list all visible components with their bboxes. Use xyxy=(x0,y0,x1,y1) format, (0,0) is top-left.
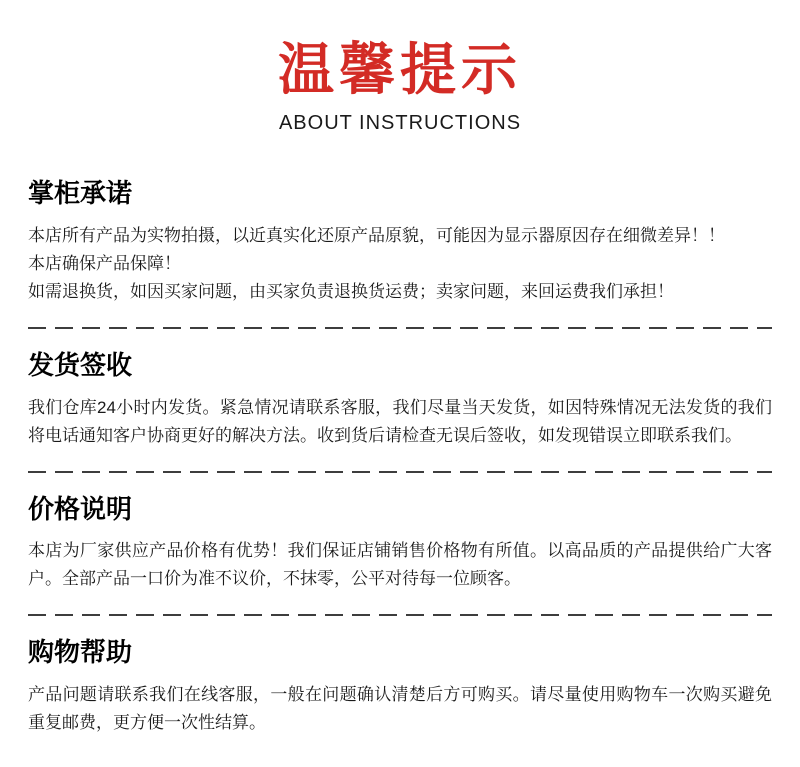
section-body xyxy=(28,537,772,593)
section-paragraph: 我们仓库24小时内发货。紧急情况请联系客服，我们尽量当天发货，如因特殊情况无法发货的我们将电话通知客户协商更好的解决方法。收到货后请检查无误后签收，如发现错误立即联系我们。 xyxy=(28,397,772,445)
section-shipping-receipt xyxy=(28,351,772,450)
page-subtitle: ABOUT INSTRUCTIONS xyxy=(278,112,522,135)
page-header xyxy=(0,0,800,135)
section-heading: 价格说明 xyxy=(28,493,133,524)
section-paragraph: 产品问题请联系我们在线客服，一般在问题确认清楚后方可购买。请尽量使用购物车一次购买避免重复邮费，更方便一次性结算。 xyxy=(28,684,772,732)
dashed-divider xyxy=(28,327,772,329)
section-heading: 购物帮助 xyxy=(28,637,133,668)
section-heading: 掌柜承诺 xyxy=(28,178,133,209)
section-shopkeeper-promise xyxy=(28,179,772,306)
section-price-info xyxy=(28,495,772,594)
section-shopping-help xyxy=(28,638,772,737)
section-paragraph: 本店所有产品为实物拍摄，以近真实化还原产品原貌，可能因为显示器原因存在细微差异！！ xyxy=(28,225,725,245)
section-heading: 发货签收 xyxy=(28,349,133,380)
section-body xyxy=(28,394,772,450)
section-body xyxy=(28,681,772,737)
section-paragraph: 如需退换货，如因买家问题，由买家负责退换货运费；卖家问题，来回运费我们承担！ xyxy=(28,281,674,301)
section-paragraph: 本店为厂家供应产品价格有优势！我们保证店铺销售价格物有所值。以高品质的产品提供给广大客户。全部产品一口价为准不议价，不抹零，公平对待每一位顾客。 xyxy=(28,541,772,589)
section-paragraph: 本店确保产品保障！ xyxy=(28,253,181,273)
tips-content xyxy=(0,179,800,736)
page-title: 温馨提示 xyxy=(278,38,522,101)
dashed-divider xyxy=(28,471,772,473)
dashed-divider xyxy=(28,614,772,616)
section-body xyxy=(28,222,772,306)
